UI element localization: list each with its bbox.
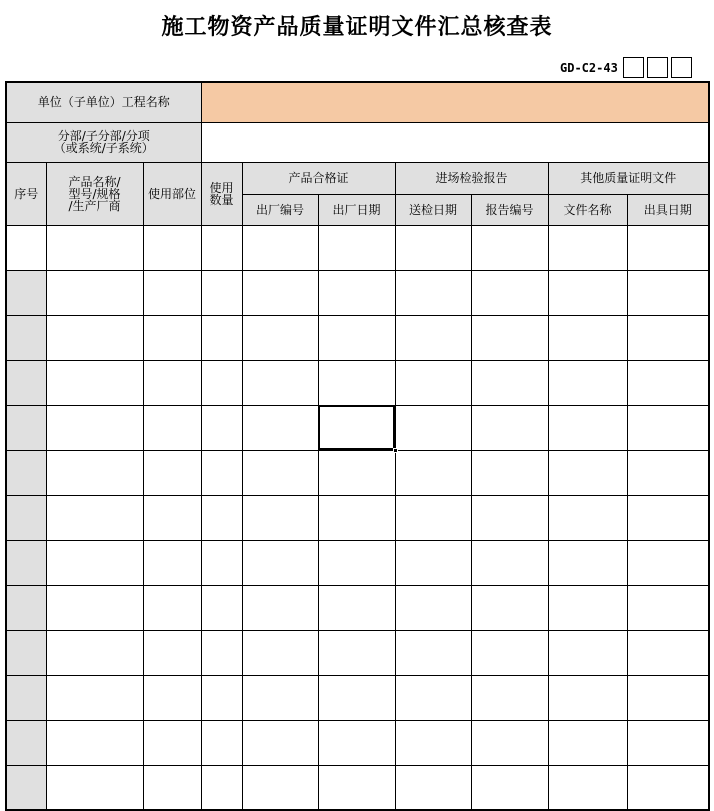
summary-table [5, 81, 710, 811]
table-cell[interactable] [143, 270, 201, 315]
table-cell[interactable] [395, 720, 471, 765]
header-quantity-line1: 使用 [209, 180, 234, 195]
table-cell[interactable] [143, 675, 201, 720]
table-cell[interactable] [201, 585, 242, 630]
table-cell[interactable] [627, 720, 709, 765]
table-cell[interactable] [471, 540, 548, 585]
table-cell[interactable] [201, 405, 242, 450]
table-cell[interactable] [143, 765, 201, 810]
table-cell[interactable] [548, 585, 627, 630]
table-cell[interactable] [242, 630, 318, 675]
table-cell[interactable] [627, 360, 709, 405]
table-cell[interactable] [318, 225, 395, 270]
division-label [6, 122, 201, 162]
table-row [6, 450, 709, 495]
table-row [6, 585, 709, 630]
table-cell[interactable] [548, 495, 627, 540]
table-cell[interactable] [143, 585, 201, 630]
table-cell[interactable] [46, 450, 143, 495]
division-field[interactable] [201, 122, 709, 162]
row-number-cell[interactable] [6, 450, 46, 495]
header-factory-date: 出厂日期 [318, 194, 395, 225]
table-cell[interactable] [318, 540, 395, 585]
table-cell[interactable] [548, 765, 627, 810]
table-cell[interactable] [318, 720, 395, 765]
header-other-group: 其他质量证明文件 [548, 162, 709, 194]
row-number-cell[interactable] [6, 585, 46, 630]
table-cell[interactable] [46, 540, 143, 585]
table-cell[interactable] [143, 450, 201, 495]
table-cell[interactable] [627, 495, 709, 540]
code-box-1[interactable] [623, 57, 644, 78]
table-cell[interactable] [242, 675, 318, 720]
table-cell[interactable] [627, 675, 709, 720]
table-cell[interactable] [395, 495, 471, 540]
header-quantity-line2: 数量 [209, 192, 234, 207]
table-cell[interactable] [548, 360, 627, 405]
table-cell[interactable] [318, 315, 395, 360]
header-product [46, 162, 143, 225]
row-number-cell[interactable] [6, 315, 46, 360]
table-row [6, 405, 709, 450]
table-cell[interactable] [471, 720, 548, 765]
table-cell[interactable] [242, 270, 318, 315]
header-report-no: 报告编号 [471, 194, 548, 225]
table-cell[interactable] [395, 585, 471, 630]
division-label-line1: 分部/子分部/分项 [57, 129, 150, 143]
table-row [6, 270, 709, 315]
table-row [6, 360, 709, 405]
table-cell[interactable] [627, 315, 709, 360]
table-cell[interactable] [201, 495, 242, 540]
table-cell[interactable] [242, 450, 318, 495]
table-cell[interactable] [201, 675, 242, 720]
header-product-line1: 产品名称/ [68, 174, 121, 189]
header-quantity [201, 162, 242, 225]
code-box-3[interactable] [671, 57, 692, 78]
table-cell[interactable] [318, 585, 395, 630]
fill-handle[interactable] [393, 448, 398, 453]
table-cell[interactable] [143, 225, 201, 270]
table-cell[interactable] [143, 405, 201, 450]
table-cell[interactable] [46, 405, 143, 450]
table-cell[interactable] [46, 675, 143, 720]
row-number-cell[interactable] [6, 765, 46, 810]
table-row [6, 225, 709, 270]
table-cell[interactable] [143, 315, 201, 360]
table-cell[interactable] [395, 675, 471, 720]
table-cell[interactable] [242, 405, 318, 450]
table-cell[interactable] [318, 675, 395, 720]
header-factory-no: 出厂编号 [242, 194, 318, 225]
header-cert-group: 产品合格证 [242, 162, 395, 194]
table-cell[interactable] [627, 630, 709, 675]
table-cell[interactable] [548, 450, 627, 495]
table-cell[interactable] [471, 675, 548, 720]
table-cell[interactable] [46, 495, 143, 540]
table-cell[interactable] [201, 765, 242, 810]
table-cell[interactable] [242, 225, 318, 270]
table-cell[interactable] [471, 405, 548, 450]
table-cell[interactable] [548, 225, 627, 270]
table-cell[interactable] [627, 225, 709, 270]
header-inspect-group: 进场检验报告 [395, 162, 548, 194]
table-cell[interactable] [46, 720, 143, 765]
table-cell[interactable] [627, 540, 709, 585]
table-cell[interactable] [318, 270, 395, 315]
table-cell[interactable] [471, 585, 548, 630]
table-cell[interactable] [395, 405, 471, 450]
table-row [6, 495, 709, 540]
table-cell[interactable] [318, 360, 395, 405]
table-cell[interactable] [201, 225, 242, 270]
form-code: GD-C2-43 [560, 60, 618, 75]
row-number-cell[interactable] [6, 495, 46, 540]
table-cell[interactable] [46, 585, 143, 630]
table-cell[interactable] [143, 495, 201, 540]
table-row [6, 720, 709, 765]
table-cell[interactable] [201, 540, 242, 585]
table-cell[interactable] [627, 270, 709, 315]
table-cell[interactable] [548, 315, 627, 360]
table-cell[interactable] [242, 360, 318, 405]
table-cell[interactable] [548, 540, 627, 585]
table-cell[interactable] [395, 540, 471, 585]
table-cell[interactable] [548, 720, 627, 765]
table-cell[interactable] [395, 630, 471, 675]
table-cell[interactable] [627, 585, 709, 630]
table-cell[interactable] [627, 405, 709, 450]
row-number-cell[interactable] [6, 630, 46, 675]
row-number-cell[interactable] [6, 720, 46, 765]
table-cell[interactable] [46, 630, 143, 675]
table-cell[interactable] [242, 315, 318, 360]
table-cell[interactable] [548, 270, 627, 315]
table-cell[interactable] [395, 360, 471, 405]
table-cell[interactable] [471, 225, 548, 270]
table-cell[interactable] [318, 495, 395, 540]
table-cell[interactable] [201, 315, 242, 360]
table-cell[interactable] [46, 360, 143, 405]
table-cell[interactable] [395, 225, 471, 270]
table-cell[interactable] [471, 630, 548, 675]
table-cell[interactable] [201, 630, 242, 675]
table-cell[interactable] [395, 765, 471, 810]
table-cell[interactable] [143, 540, 201, 585]
table-cell[interactable] [395, 450, 471, 495]
table-cell[interactable] [242, 585, 318, 630]
table-cell[interactable] [548, 675, 627, 720]
table-row [6, 315, 709, 360]
table-cell[interactable] [143, 720, 201, 765]
unit-name-field[interactable] [201, 82, 709, 122]
unit-name-label: 单位（子单位）工程名称 [6, 82, 201, 122]
header-product-line3: /生产厂商 [68, 198, 121, 213]
table-cell[interactable] [201, 360, 242, 405]
table-cell[interactable] [46, 765, 143, 810]
table-cell[interactable] [471, 450, 548, 495]
row-number-cell[interactable] [6, 540, 46, 585]
row-number-cell[interactable] [6, 225, 46, 270]
table-cell[interactable] [395, 315, 471, 360]
header-doc-name: 文件名称 [548, 194, 627, 225]
table-cell[interactable] [46, 225, 143, 270]
form-code-row [560, 57, 692, 78]
table-cell[interactable] [471, 270, 548, 315]
table-cell[interactable] [318, 765, 395, 810]
table-cell[interactable] [318, 630, 395, 675]
table-cell[interactable] [627, 450, 709, 495]
division-label-line2: （或系统/子系统） [53, 141, 154, 155]
table-cell[interactable] [242, 495, 318, 540]
table-cell[interactable] [471, 315, 548, 360]
table-cell[interactable] [548, 405, 627, 450]
header-issue-date: 出具日期 [627, 194, 709, 225]
row-number-cell[interactable] [6, 675, 46, 720]
table-row [6, 630, 709, 675]
table-row [6, 540, 709, 585]
table-cell[interactable] [242, 540, 318, 585]
table-cell[interactable] [471, 495, 548, 540]
header-seq: 序号 [6, 162, 46, 225]
table-row [6, 765, 709, 810]
table-cell[interactable] [201, 270, 242, 315]
row-number-cell[interactable] [6, 270, 46, 315]
header-product-line2: 型号/规格 [68, 186, 121, 201]
table-cell[interactable] [471, 360, 548, 405]
table-cell[interactable] [548, 630, 627, 675]
code-box-2[interactable] [647, 57, 668, 78]
row-number-cell[interactable] [6, 405, 46, 450]
table-cell[interactable] [627, 765, 709, 810]
header-location: 使用部位 [143, 162, 201, 225]
table-cell[interactable] [242, 765, 318, 810]
table-cell[interactable] [318, 450, 395, 495]
table-cell[interactable] [46, 315, 143, 360]
table-cell[interactable] [143, 360, 201, 405]
header-send-date: 送检日期 [395, 194, 471, 225]
row-number-cell[interactable] [6, 360, 46, 405]
data-rows [6, 225, 709, 810]
table-cell[interactable] [143, 630, 201, 675]
table-row [6, 675, 709, 720]
table-cell[interactable] [242, 720, 318, 765]
selected-cell[interactable] [318, 405, 395, 450]
form-title: 施工物资产品质量证明文件汇总核查表 [161, 15, 553, 40]
table-cell[interactable] [46, 270, 143, 315]
table-cell[interactable] [201, 720, 242, 765]
table-cell[interactable] [395, 270, 471, 315]
table-cell[interactable] [471, 765, 548, 810]
table-cell[interactable] [201, 450, 242, 495]
